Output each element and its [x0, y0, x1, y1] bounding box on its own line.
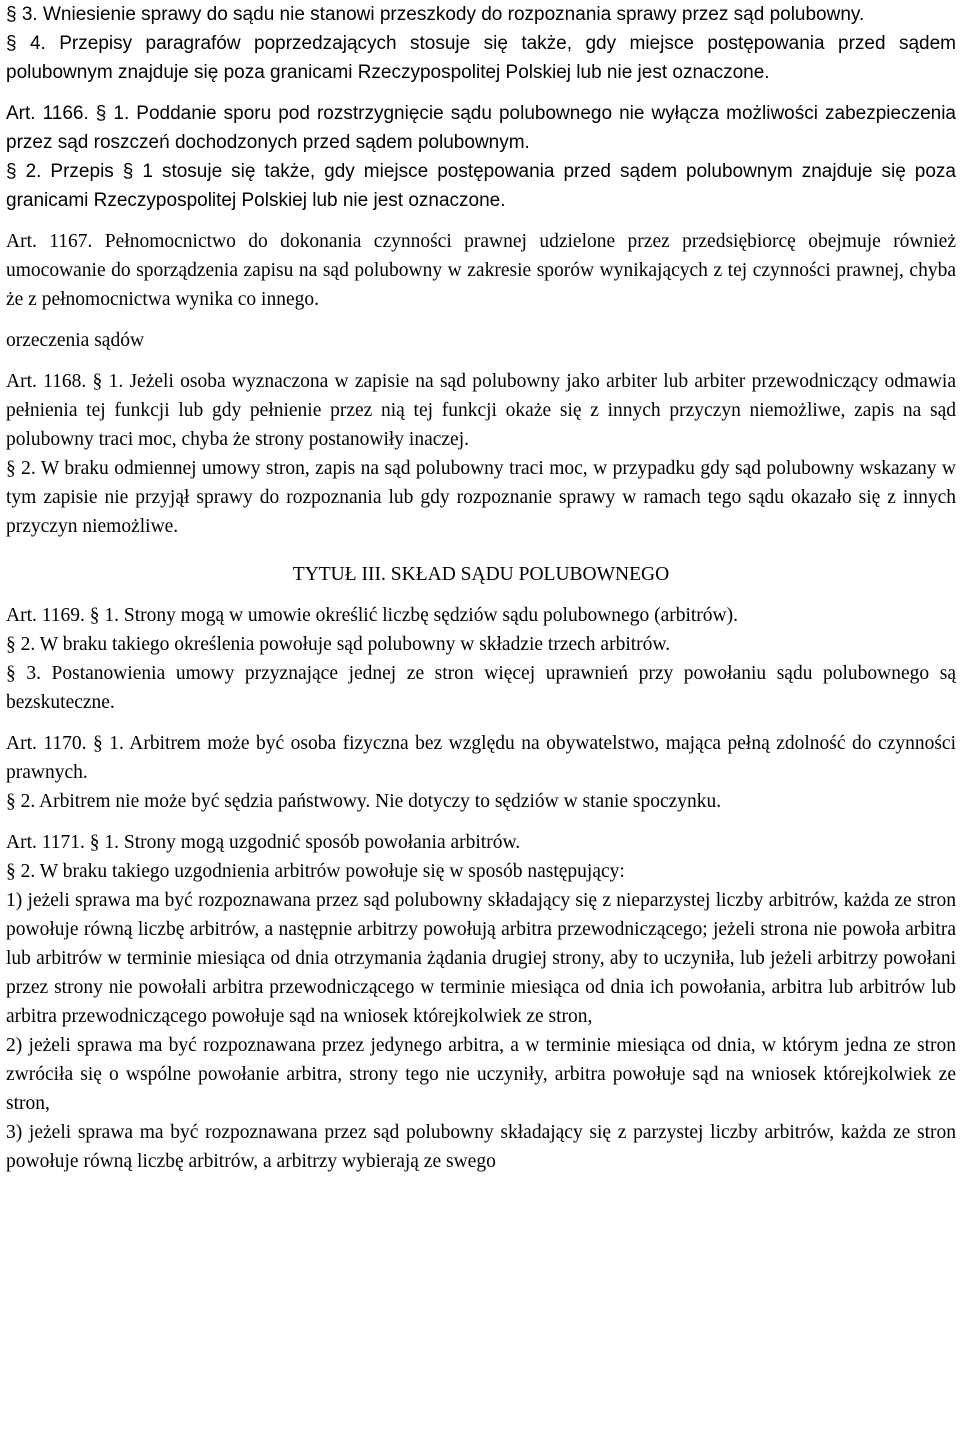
document-page	[6, 0, 956, 1176]
art-1167: Art. 1167. Pełnomocnictwo do dokonania czynności prawnej udzielone przez przedsiębiorcę obejmuje również umocowanie do sporządzenia zapisu na sąd polubowny w zakresie sporów wynikających z tej czynności prawnej, chyba że z pełnomocnictwa wynika co innego.	[6, 231, 956, 310]
list-item-2: 2) jeżeli sprawa ma być rozpoznawana przez jedynego arbitra, a w terminie miesiąca od dnia, w którym jedna ze stron zwróciła się o wspólne powołanie arbitra, strony tego nie uczyniły, arbitra powołuje sąd na wniosek którejkolwiek ze stron,	[6, 1035, 956, 1114]
art-1168-par-2: § 2. W braku odmiennej umowy stron, zapis na sąd polubowny traci moc, w przypadku gdy sąd polubowny wskazany w tym zapisie nie przyjął sprawy do rozpoznania lub gdy rozpoznanie sprawy w ramach tego sądu okazało się z innych przyczyn niemożliwe.	[6, 458, 956, 537]
art-1171-par-2: § 2. W braku takiego uzgodnienia arbitrów powołuje się w sposób następujący:	[6, 861, 625, 882]
orzeczenia-link-text: orzeczenia sądów	[6, 330, 145, 351]
art-1166-par-2: § 2. Przepis § 1 stosuje się także, gdy miejsce postępowania przed sądem polubownym znajduje się poza granicami Rzeczypospolitej Polskiej lub nie jest oznaczone.	[6, 161, 956, 211]
art-1171-par-1: Art. 1171. § 1. Strony mogą uzgodnić sposób powołania arbitrów.	[6, 832, 521, 853]
list-item-1: 1) jeżeli sprawa ma być rozpoznawana przez sąd polubowny składający się z nieparzystej liczby arbitrów, każda ze stron powołuje równą liczbę arbitrów, a następnie arbitrzy powołują arbitra przewodniczącego; jeżeli strona nie powoła arbitra lub arbitrów w terminie miesiąca od dnia otrzymania żądania drugiej strony, aby to uczyniła, lub jeżeli arbitrzy powołani przez strony nie powołali arbitra przewodniczącego w terminie miesiąca od dnia ich powołania, arbitra lub arbitrów lub arbitra przewodniczącego powołuje sąd na wniosek którejkolwiek ze stron,	[6, 890, 956, 1027]
art-1169-par-3: § 3. Postanowienia umowy przyznające jednej ze stron więcej uprawnień przy powołaniu sądu polubownego są bezskuteczne.	[6, 663, 956, 713]
list-item-3: 3) jeżeli sprawa ma być rozpoznawana przez sąd polubowny składający się z parzystej liczby arbitrów, każda ze stron powołuje równą liczbę arbitrów, a arbitrzy wybierają ze swego	[6, 1122, 956, 1172]
section-title: TYTUŁ III. SKŁAD SĄDU POLUBOWNEGO	[292, 564, 670, 585]
paragraph-3: § 3. Wniesienie sprawy do sądu nie stanowi przeszkody do rozpoznania sprawy przez sąd polubowny.	[6, 4, 865, 25]
art-1170-par-2: § 2. Arbitrem nie może być sędzia państwowy. Nie dotyczy to sędziów w stanie spoczynku.	[6, 791, 722, 812]
art-1170-par-1: Art. 1170. § 1. Arbitrem może być osoba fizyczna bez względu na obywatelstwo, mająca pełną zdolność do czynności prawnych.	[6, 733, 956, 783]
art-1166-par-1: Art. 1166. § 1. Poddanie sporu pod rozstrzygnięcie sądu polubownego nie wyłącza możliwości zabezpieczenia przez sąd roszczeń dochodzonych przed sądem polubownym.	[6, 103, 956, 153]
art-1168-par-1: Art. 1168. § 1. Jeżeli osoba wyznaczona w zapisie na sąd polubowny jako arbiter lub arbiter przewodniczący odmawia pełnienia tej funkcji lub gdy pełnienie przez nią tej funkcji okaże się z innych przyczyn niemożliwe, zapis na sąd polubowny traci moc, chyba że strony postanowiły inaczej.	[6, 371, 956, 450]
art-1169-par-1: Art. 1169. § 1. Strony mogą w umowie określić liczbę sędziów sądu polubownego (arbitrów).	[6, 605, 739, 626]
art-1169-par-2: § 2. W braku takiego określenia powołuje sąd polubowny w składzie trzech arbitrów.	[6, 634, 671, 655]
paragraph-4: § 4. Przepisy paragrafów poprzedzających stosuje się także, gdy miejsce postępowania przed sądem polubownym znajduje się poza granicami Rzeczypospolitej Polskiej lub nie jest oznaczone.	[6, 33, 956, 83]
